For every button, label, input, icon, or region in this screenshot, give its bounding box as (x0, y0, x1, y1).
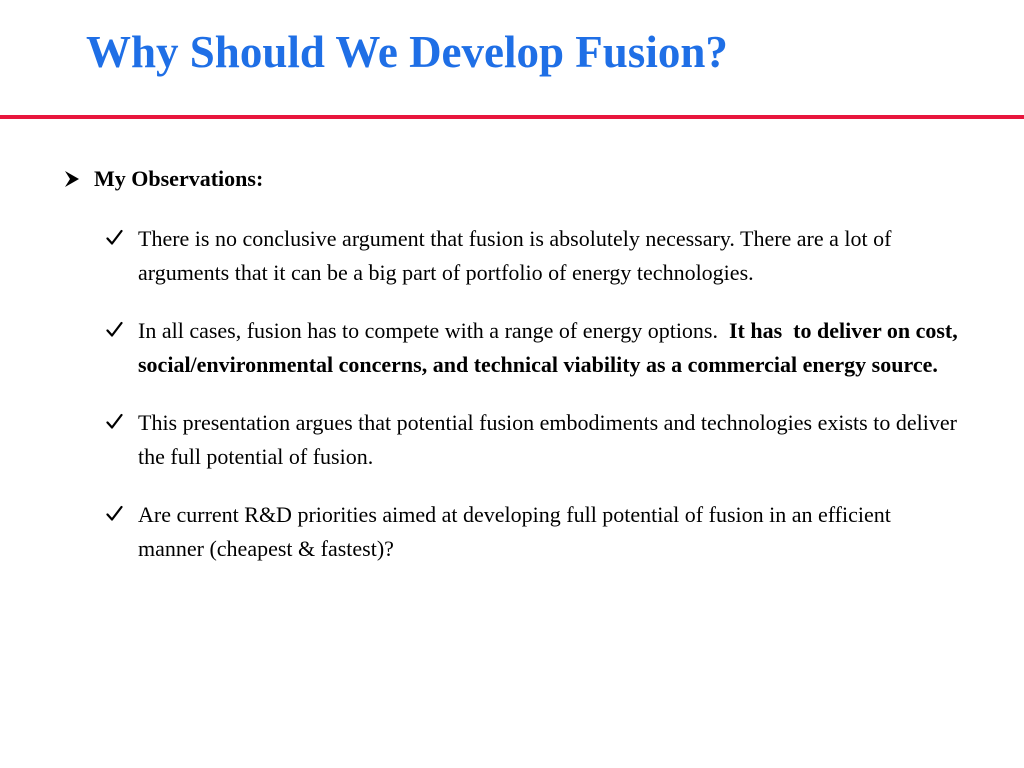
checkmark-icon (106, 229, 123, 246)
checkmark-icon (106, 321, 123, 338)
observation-text: There is no conclusive argument that fusion is absolutely necessary. There are a lot of arguments that it can be a big part of portfolio of energy technologies. (138, 226, 892, 285)
observation-text-group (138, 314, 964, 382)
checkmark-icon (106, 413, 123, 430)
observations-heading: My Observations: (94, 166, 264, 191)
list-item (106, 314, 986, 382)
observation-text: In all cases, fusion has to compete with a range of energy options. (138, 318, 718, 343)
list-item (106, 222, 986, 290)
checkmark-icon (106, 505, 123, 522)
list-item (106, 498, 986, 566)
slide-title: Why Should We Develop Fusion? (86, 27, 728, 77)
observation-text: This presentation argues that potential fusion embodiments and technologies exists to deliver the full potential of fusion. (138, 410, 957, 469)
observation-emphasis: It has to deliver on cost, social/environmental concerns, and technical viability as a commercial energy source. (138, 318, 964, 377)
arrow-bullet-icon (64, 170, 80, 188)
list-item (106, 406, 986, 474)
observations-list (106, 222, 986, 590)
title-divider (0, 115, 1024, 119)
observations-bullet (64, 162, 263, 196)
observation-text: Are current R&D priorities aimed at developing full potential of fusion in an efficient manner (cheapest & fastest)? (138, 502, 891, 561)
